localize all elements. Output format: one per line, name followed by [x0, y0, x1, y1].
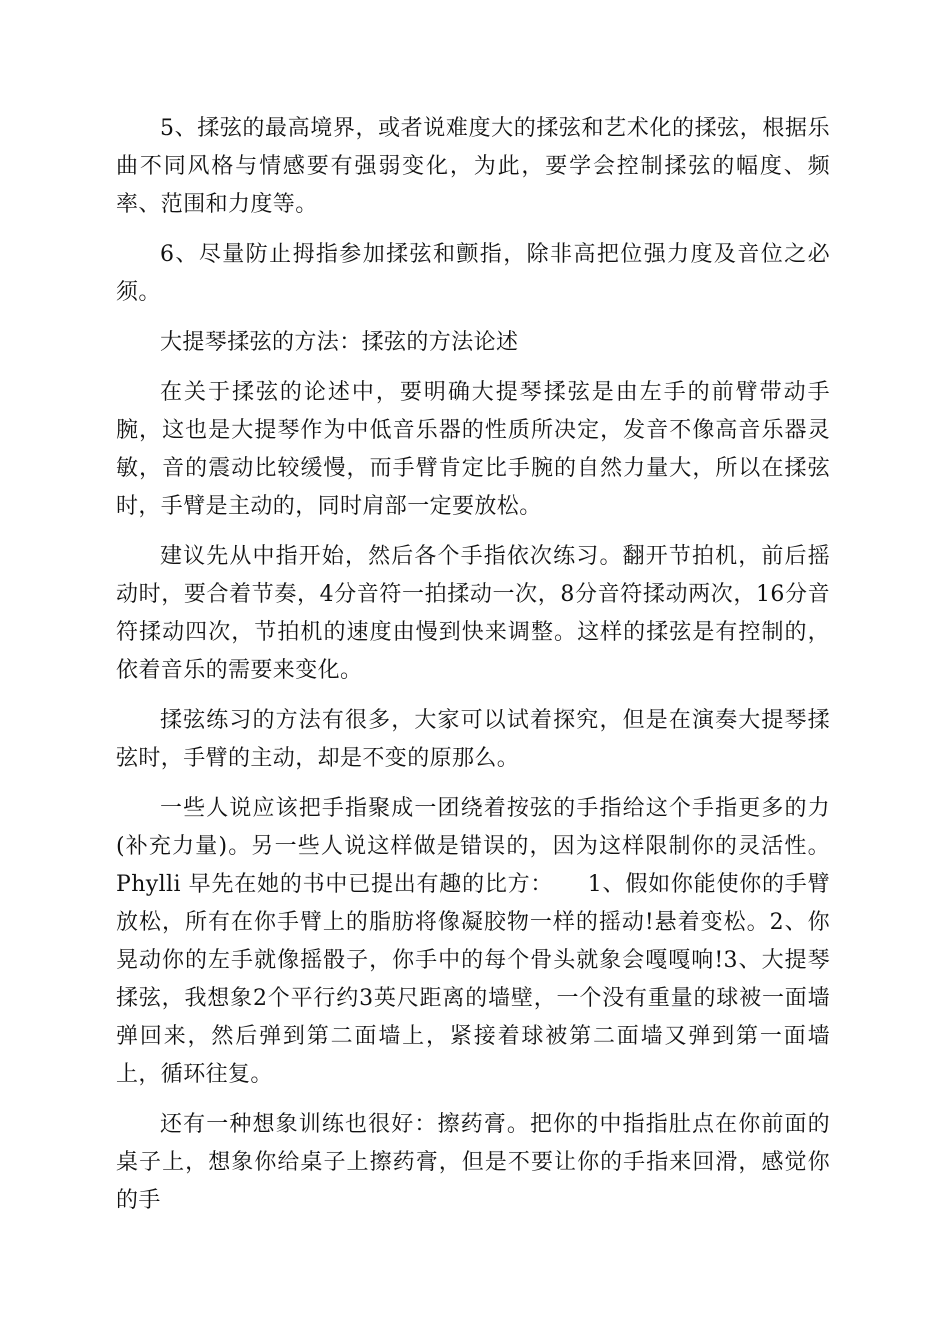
paragraph-vibrato-highest-level: 5、揉弦的最高境界，或者说难度大的揉弦和艺术化的揉弦，根据乐曲不同风格与情感要有强弱变化，为此，要学会控制揉弦的幅度、频率、范围和力度等。: [116, 116, 830, 217]
paragraph-finger-cluster-analogies: 一些人说应该把手指聚成一团绕着按弦的手指给这个手指更多的力(补充力量)。另一些人说这样做是错误的，因为这样限制你的灵活性。Phylli 早先在她的书中已提出有趣的比方： 1、假如你能使你的手臂放松，所有在你手臂上的脂肪将像凝胶物一样的摇动!悬着变松。2、你晃动你的左手就像摇骰子，你手中的每个骨头就象会嘎嘎响!3、大提琴揉弦，我想象2个平行约3英尺距离的墙壁，一个没有重量的球被一面墙弹回来，然后弹到第二面墙上，紧接着球被第二面墙又弹到第一面墙上，循环往复。: [116, 796, 830, 1087]
paragraph-ointment-exercise: 还有一种想象训练也很好：擦药膏。把你的中指指肚点在你前面的桌子上，想象你给桌子上擦药膏，但是不要让你的手指来回滑，感觉你的手: [116, 1112, 830, 1213]
section-heading: 大提琴揉弦的方法：揉弦的方法论述: [160, 330, 519, 355]
paragraph-metronome-practice: 建议先从中指开始，然后各个手指依次练习。翻开节拍机，前后摇动时，要合着节奏，4分音符一拍揉动一次，8分音符揉动两次，16分音符揉动四次，节拍机的速度由慢到快来调整。这样的揉弦是有控制的，依着音乐的需要来变化。: [116, 544, 830, 683]
paragraph-forearm-drives-wrist: 在关于揉弦的论述中，要明确大提琴揉弦是由左手的前臂带动手腕，这也是大提琴作为中低音乐器的性质所决定，发音不像高音乐器灵敏，音的震动比较缓慢，而手臂肯定比手腕的自然力量大，所以在揉弦时，手臂是主动的，同时肩部一定要放松。: [116, 380, 830, 519]
paragraph-practice-methods: 揉弦练习的方法有很多，大家可以试着探究，但是在演奏大提琴揉弦时，手臂的主动，却是不变的原那么。: [116, 708, 830, 771]
paragraph-thumb-avoid: 6、尽量防止拇指参加揉弦和颤指，除非高把位强力度及音位之必须。: [116, 242, 830, 305]
document-body: [116, 110, 830, 1232]
